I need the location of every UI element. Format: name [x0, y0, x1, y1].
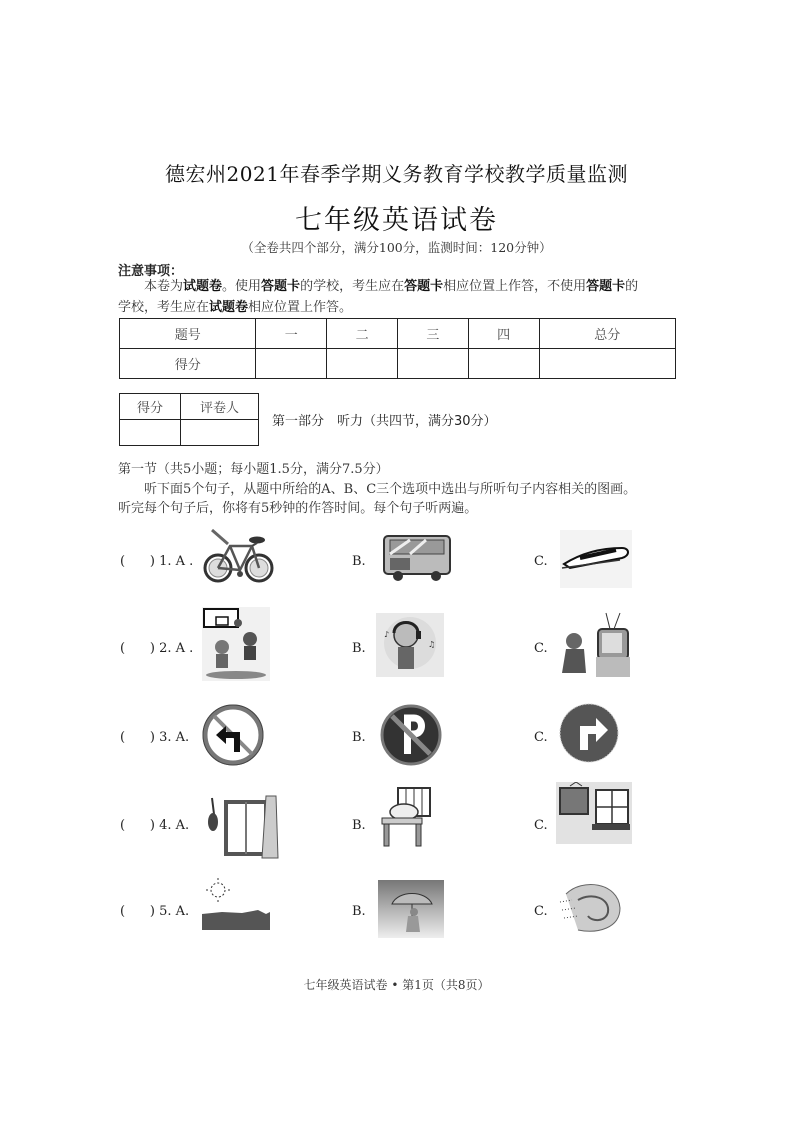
picture-and-window-picture[interactable]: [556, 782, 632, 844]
svg-text:♪: ♪: [384, 630, 390, 639]
option-b-label: B.: [352, 641, 366, 656]
score-header-cell: 三: [397, 319, 468, 349]
notice-bold: 答题卡: [261, 279, 301, 294]
question-1: [118, 522, 678, 602]
score-cell[interactable]: [256, 349, 327, 379]
notice-text: 相应位置上作答。: [248, 300, 353, 315]
instructions-line-1: 听下面5个句子，从题中所给的A、B、C三个选项中选出与所听句子内容相关的图画。: [144, 482, 637, 497]
svg-text:♫: ♫: [428, 640, 436, 649]
option-c-label: C.: [534, 818, 548, 833]
question-label[interactable]: ( ) 4. A.: [120, 818, 190, 833]
notice-heading: 注意事项：: [118, 264, 184, 279]
exam-info: （全卷共四个部分，满分100分，监测时间：120分钟）: [241, 240, 552, 255]
question-5: [118, 872, 678, 952]
score-cell[interactable]: [327, 349, 398, 379]
score-header-cell: 二: [327, 319, 398, 349]
notice-bold: 答题卡: [404, 279, 444, 294]
exam-title: 德宏州2021年春季学期义务教育学校教学质量监测: [165, 162, 628, 186]
option-c-label: C.: [534, 904, 548, 919]
grader-header-marker: 评卷人: [181, 394, 259, 420]
notice-bold: 试题卷: [209, 300, 249, 315]
score-header-cell: 总分: [539, 319, 675, 349]
kids-basketball-picture[interactable]: [202, 607, 270, 681]
rainy-umbrella-picture[interactable]: [378, 880, 444, 938]
score-table-header-row: [120, 319, 676, 349]
option-c-label: C.: [534, 641, 548, 656]
question-2: [118, 605, 678, 685]
notice-text: 。使用: [222, 279, 262, 294]
notice-text: 相应位置上作答，不使用: [443, 279, 587, 294]
score-header-cell: 题号: [120, 319, 256, 349]
notice-text: 本卷为: [144, 279, 184, 294]
no-parking-sign[interactable]: [380, 704, 442, 766]
page-footer: 七年级英语试卷 • 第1页（共8页）: [303, 978, 490, 992]
girl-listening-music-picture[interactable]: [376, 613, 444, 677]
high-speed-train-picture[interactable]: [560, 530, 632, 588]
cat-on-chair-picture[interactable]: [378, 784, 434, 848]
exam-subject-title: 七年级英语试卷: [295, 205, 498, 236]
score-row-label: 得分: [120, 349, 256, 379]
score-table: [119, 318, 676, 379]
option-c-label: C.: [534, 730, 548, 745]
bus-picture[interactable]: [380, 532, 454, 584]
question-3: [118, 700, 678, 780]
no-left-turn-sign[interactable]: [202, 704, 264, 766]
option-b-label: B.: [352, 904, 366, 919]
bicycle-picture[interactable]: [202, 526, 274, 584]
score-table-row: [120, 349, 676, 379]
windy-storm-picture[interactable]: [558, 878, 622, 938]
part-title: 第一部分 听力（共四节，满分30分）: [272, 414, 497, 429]
notice-text: 的: [625, 279, 639, 294]
score-header-cell: 四: [468, 319, 539, 349]
option-b-label: B.: [352, 554, 366, 569]
option-b-label: B.: [352, 730, 366, 745]
question-label[interactable]: ( ) 5. A.: [120, 904, 190, 919]
notice-line-1: [118, 276, 678, 297]
section-heading: 第一节（共5小题；每小题1.5分，满分7.5分）: [118, 462, 389, 477]
score-header-cell: 一: [256, 319, 327, 349]
question-4: [118, 780, 678, 860]
notice-bold: 试题卷: [183, 279, 223, 294]
person-watching-tv-picture[interactable]: [558, 611, 630, 681]
notice-line-2: [118, 297, 678, 318]
option-c-label: C.: [534, 554, 548, 569]
grader-marker-cell[interactable]: [181, 420, 259, 446]
grader-table: [119, 393, 259, 446]
turn-right-sign[interactable]: [558, 702, 620, 764]
guitar-window-picture[interactable]: [204, 794, 284, 860]
instructions-line-2: 听完每个句子后，你将有5秒钟的作答时间。每个句子听两遍。: [118, 501, 478, 516]
notice-text: 学校，考生应在: [118, 300, 210, 315]
question-label[interactable]: ( ) 2. A .: [120, 641, 194, 656]
sunny-picture[interactable]: [202, 876, 272, 932]
grader-score-cell[interactable]: [120, 420, 181, 446]
score-cell[interactable]: [539, 349, 675, 379]
score-cell[interactable]: [468, 349, 539, 379]
option-b-label: B.: [352, 818, 366, 833]
score-cell[interactable]: [397, 349, 468, 379]
grader-header-score: 得分: [120, 394, 181, 420]
notice-bold: 答题卡: [586, 279, 626, 294]
question-label[interactable]: ( ) 3. A.: [120, 730, 190, 745]
notice-text: 的学校，考生应在: [300, 279, 405, 294]
question-label[interactable]: ( ) 1. A .: [120, 554, 194, 569]
